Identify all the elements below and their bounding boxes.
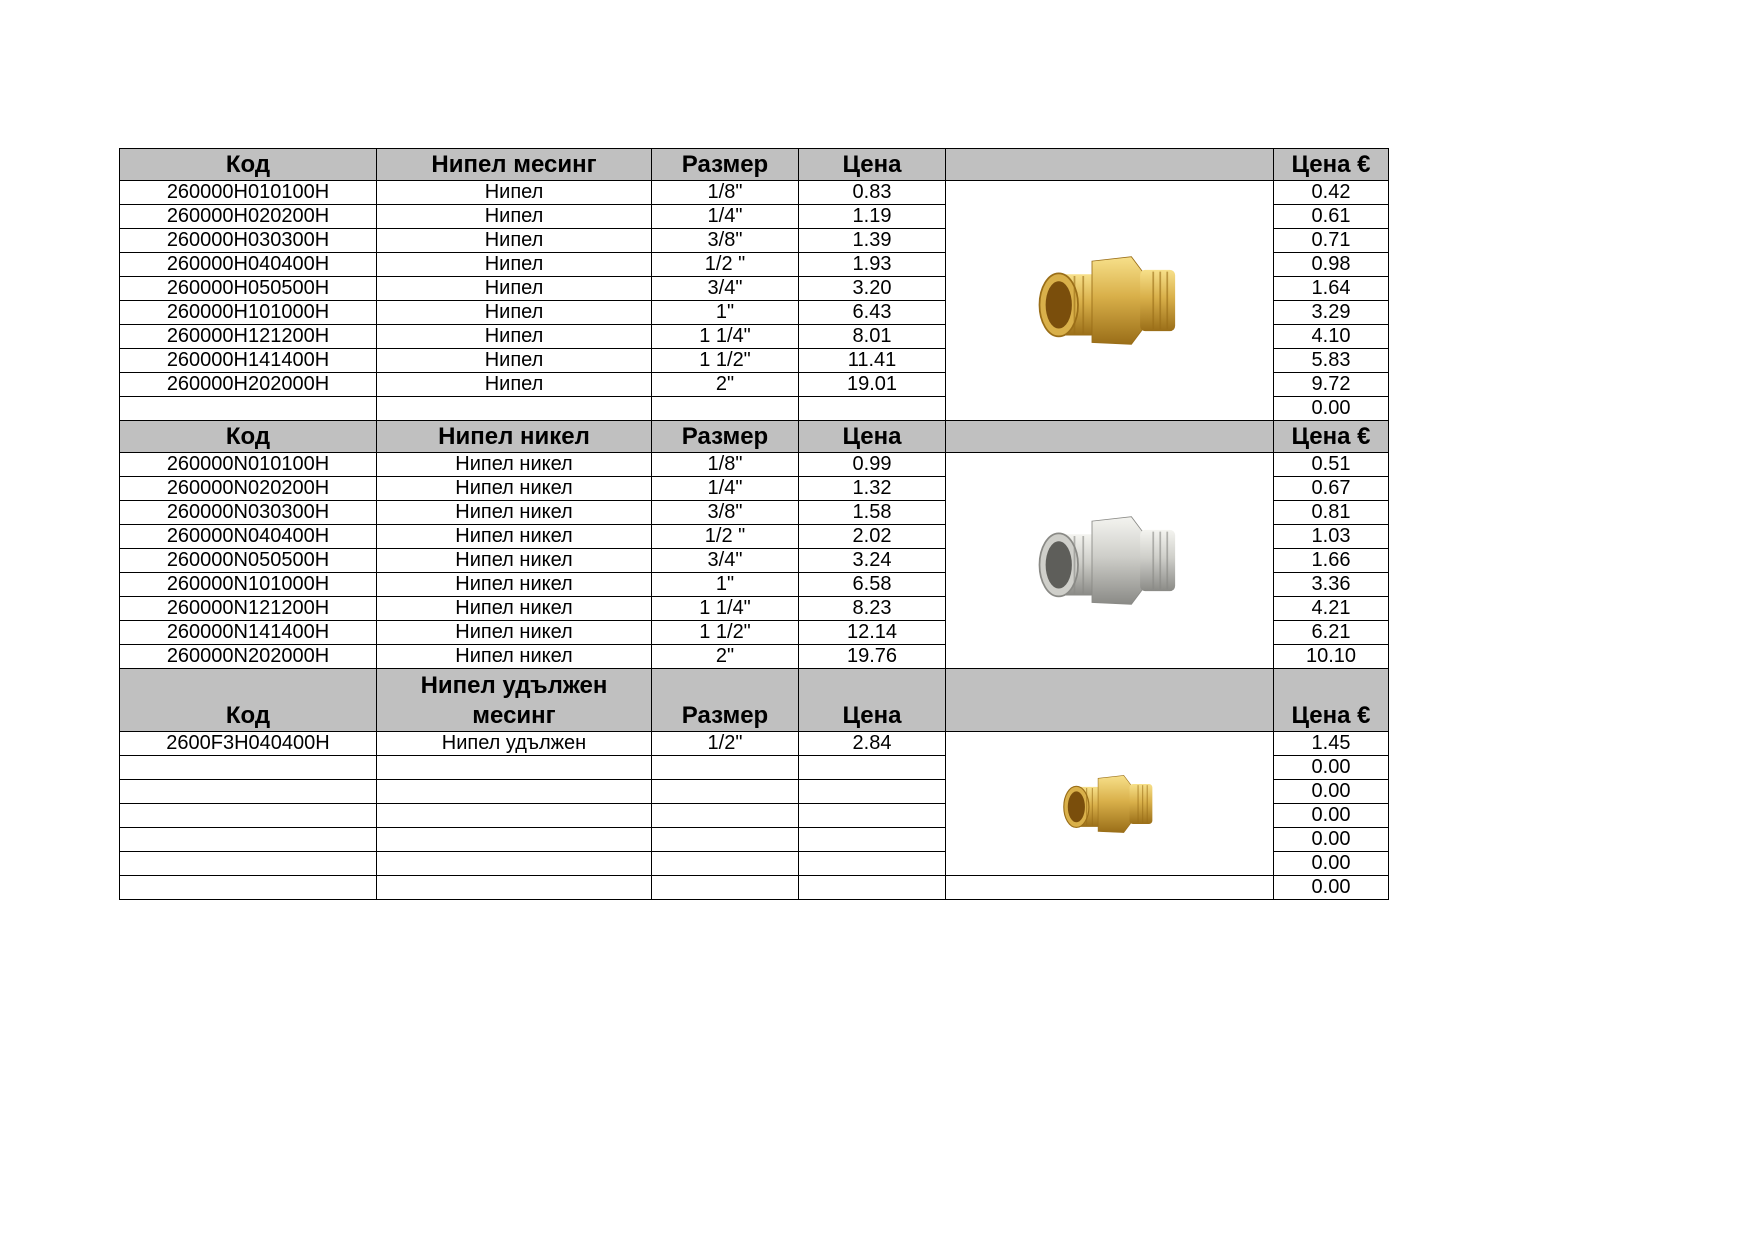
product-size: 3/8" — [652, 229, 799, 253]
product-size: 1/8" — [652, 453, 799, 477]
product-price — [799, 876, 946, 900]
product-size: 1/2" — [652, 732, 799, 756]
product-price-eur: 6.21 — [1274, 621, 1389, 645]
product-code — [120, 780, 377, 804]
product-price-eur: 0.51 — [1274, 453, 1389, 477]
product-price-eur: 0.71 — [1274, 229, 1389, 253]
product-name: Нипел — [377, 349, 652, 373]
product-name: Нипел никел — [377, 621, 652, 645]
product-name — [377, 804, 652, 828]
product-price-eur: 0.00 — [1274, 828, 1389, 852]
product-size — [652, 756, 799, 780]
product-name: Нипел никел — [377, 525, 652, 549]
table-row — [120, 181, 1389, 205]
product-code: 260000H202000H — [120, 373, 377, 397]
header-name: Нипел никел — [377, 421, 652, 453]
product-price-eur: 4.21 — [1274, 597, 1389, 621]
product-price: 8.23 — [799, 597, 946, 621]
product-price-eur: 5.83 — [1274, 349, 1389, 373]
product-name — [377, 756, 652, 780]
product-name: Нипел никел — [377, 477, 652, 501]
product-size: 1/8" — [652, 181, 799, 205]
product-name: Нипел — [377, 373, 652, 397]
product-name — [377, 876, 652, 900]
product-price: 1.32 — [799, 477, 946, 501]
header-code: Код — [120, 421, 377, 453]
product-size — [652, 804, 799, 828]
product-code — [120, 828, 377, 852]
product-size: 3/4" — [652, 549, 799, 573]
product-price-eur: 0.67 — [1274, 477, 1389, 501]
product-name: Нипел никел — [377, 597, 652, 621]
header-name — [377, 669, 652, 732]
extended-brass-nipple-image — [946, 732, 1274, 876]
product-price-eur: 0.81 — [1274, 501, 1389, 525]
product-name — [377, 780, 652, 804]
product-name: Нипел — [377, 181, 652, 205]
product-price: 19.76 — [799, 645, 946, 669]
product-name: Нипел — [377, 253, 652, 277]
product-size — [652, 852, 799, 876]
product-name — [377, 828, 652, 852]
product-code: 260000N121200H — [120, 597, 377, 621]
header-price: Цена — [799, 669, 946, 732]
product-price — [799, 756, 946, 780]
header-size: Размер — [652, 149, 799, 181]
product-price-eur: 0.00 — [1274, 397, 1389, 421]
product-price — [799, 804, 946, 828]
product-name: Нипел никел — [377, 549, 652, 573]
brass-fitting-picture — [1052, 764, 1167, 844]
product-price-eur: 1.03 — [1274, 525, 1389, 549]
table-row — [120, 876, 1389, 900]
header-size: Размер — [652, 421, 799, 453]
product-size: 2" — [652, 645, 799, 669]
product-size: 3/8" — [652, 501, 799, 525]
product-price-eur: 1.66 — [1274, 549, 1389, 573]
product-name: Нипел — [377, 229, 652, 253]
section-header-row — [120, 149, 1389, 181]
product-price-eur: 1.64 — [1274, 277, 1389, 301]
product-price-eur: 10.10 — [1274, 645, 1389, 669]
header-price-eur: Цена € — [1274, 669, 1389, 732]
product-code: 260000H121200H — [120, 325, 377, 349]
product-price-eur: 0.98 — [1274, 253, 1389, 277]
section-header-row — [120, 669, 1389, 732]
product-price: 2.84 — [799, 732, 946, 756]
product-code: 260000N020200H — [120, 477, 377, 501]
product-code — [120, 756, 377, 780]
product-price: 1.58 — [799, 501, 946, 525]
header-price-eur: Цена € — [1274, 421, 1389, 453]
product-price: 3.24 — [799, 549, 946, 573]
header-image-blank — [946, 149, 1274, 181]
product-size: 1" — [652, 573, 799, 597]
product-size: 2" — [652, 373, 799, 397]
product-price: 1.39 — [799, 229, 946, 253]
product-price-eur: 0.42 — [1274, 181, 1389, 205]
product-price-eur: 3.36 — [1274, 573, 1389, 597]
product-price: 6.58 — [799, 573, 946, 597]
product-code: 260000H141400H — [120, 349, 377, 373]
product-name: Нипел — [377, 325, 652, 349]
product-code: 260000H040400H — [120, 253, 377, 277]
product-price — [799, 828, 946, 852]
product-price: 19.01 — [799, 373, 946, 397]
header-name-line2: месинг — [472, 702, 556, 729]
product-code: 260000N050500H — [120, 549, 377, 573]
product-code: 260000N010100H — [120, 453, 377, 477]
price-list-table — [119, 148, 1389, 900]
product-name: Нипел — [377, 301, 652, 325]
product-price-eur: 0.00 — [1274, 756, 1389, 780]
product-size — [652, 828, 799, 852]
product-price: 2.02 — [799, 525, 946, 549]
header-name: Нипел месинг — [377, 149, 652, 181]
product-code: 260000H101000H — [120, 301, 377, 325]
product-name — [377, 852, 652, 876]
nickel-nipple-image — [946, 453, 1274, 669]
header-price-eur: Цена € — [1274, 149, 1389, 181]
product-name: Нипел — [377, 205, 652, 229]
product-size: 1/4" — [652, 205, 799, 229]
product-code: 2600F3H040400H — [120, 732, 377, 756]
product-price-eur: 9.72 — [1274, 373, 1389, 397]
product-code: 260000N101000H — [120, 573, 377, 597]
product-code: 260000H010100H — [120, 181, 377, 205]
product-code: 260000H050500H — [120, 277, 377, 301]
product-name: Нипел никел — [377, 453, 652, 477]
product-name: Нипел — [377, 277, 652, 301]
product-size: 1" — [652, 301, 799, 325]
header-code: Код — [120, 669, 377, 732]
header-price: Цена — [799, 149, 946, 181]
product-price-eur: 0.00 — [1274, 780, 1389, 804]
product-price-eur: 1.45 — [1274, 732, 1389, 756]
product-price: 1.93 — [799, 253, 946, 277]
product-price-eur: 0.00 — [1274, 804, 1389, 828]
product-price-eur: 0.00 — [1274, 876, 1389, 900]
product-price: 3.20 — [799, 277, 946, 301]
product-price: 0.99 — [799, 453, 946, 477]
product-code: 260000H030300H — [120, 229, 377, 253]
product-code: 260000H020200H — [120, 205, 377, 229]
header-price: Цена — [799, 421, 946, 453]
nickel-fitting-picture — [1022, 498, 1197, 623]
header-image-blank — [946, 421, 1274, 453]
product-name: Нипел никел — [377, 573, 652, 597]
brass-nipple-image — [946, 181, 1274, 421]
product-price-eur: 3.29 — [1274, 301, 1389, 325]
header-name-line1: Нипел удължен — [420, 672, 608, 699]
product-price: 6.43 — [799, 301, 946, 325]
product-size: 1/4" — [652, 477, 799, 501]
product-price — [799, 780, 946, 804]
product-size: 3/4" — [652, 277, 799, 301]
product-code — [120, 804, 377, 828]
product-name: Нипел никел — [377, 645, 652, 669]
product-price: 8.01 — [799, 325, 946, 349]
product-price: 1.19 — [799, 205, 946, 229]
product-size — [652, 397, 799, 421]
product-price-eur: 4.10 — [1274, 325, 1389, 349]
section-header-row — [120, 421, 1389, 453]
product-price: 12.14 — [799, 621, 946, 645]
product-price-eur: 0.00 — [1274, 852, 1389, 876]
header-code: Код — [120, 149, 377, 181]
product-code: 260000N202000H — [120, 645, 377, 669]
image-column-blank — [946, 876, 1274, 900]
header-size: Размер — [652, 669, 799, 732]
product-code — [120, 397, 377, 421]
product-code: 260000N141400H — [120, 621, 377, 645]
header-image-blank — [946, 669, 1274, 732]
table-row — [120, 453, 1389, 477]
product-name — [377, 397, 652, 421]
product-price — [799, 852, 946, 876]
product-size: 1 1/4" — [652, 597, 799, 621]
product-size: 1 1/2" — [652, 621, 799, 645]
product-size — [652, 780, 799, 804]
product-name: Нипел удължен — [377, 732, 652, 756]
product-code — [120, 852, 377, 876]
product-size — [652, 876, 799, 900]
product-code — [120, 876, 377, 900]
product-code: 260000N040400H — [120, 525, 377, 549]
product-price: 11.41 — [799, 349, 946, 373]
product-size: 1/2 " — [652, 525, 799, 549]
product-size: 1 1/4" — [652, 325, 799, 349]
product-size: 1/2 " — [652, 253, 799, 277]
product-code: 260000N030300H — [120, 501, 377, 525]
product-price-eur: 0.61 — [1274, 205, 1389, 229]
brass-fitting-picture — [1022, 238, 1197, 363]
product-size: 1 1/2" — [652, 349, 799, 373]
table-row — [120, 732, 1389, 756]
product-name: Нипел никел — [377, 501, 652, 525]
product-price — [799, 397, 946, 421]
product-price: 0.83 — [799, 181, 946, 205]
